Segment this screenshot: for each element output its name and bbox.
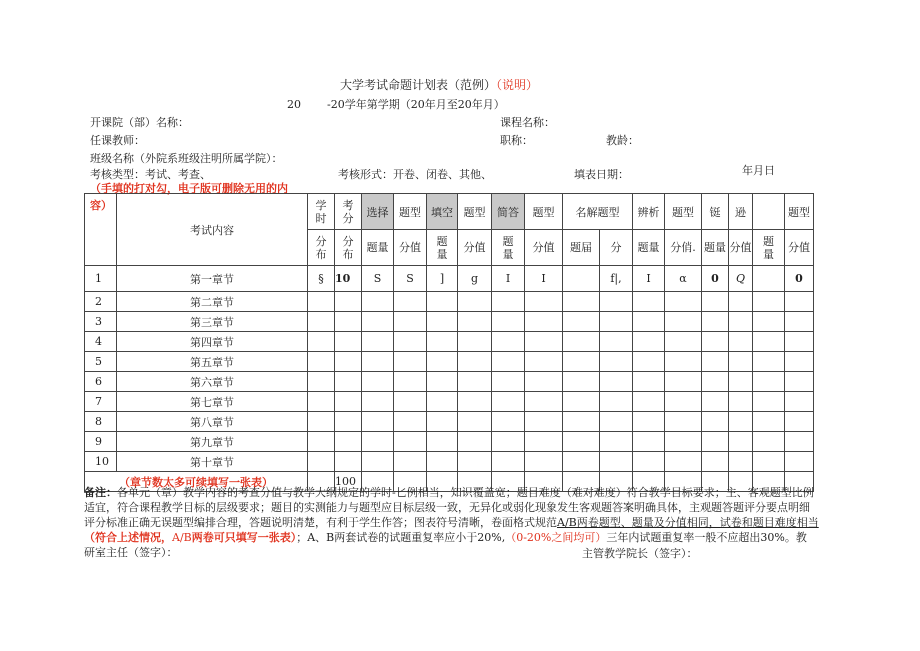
term-line: 20 -20学年第学期（20年月至20年月） (287, 98, 505, 111)
header-content: 考试内容 (117, 194, 308, 266)
type-short: 简答 (492, 194, 525, 230)
table-row: 10 第十章节 (85, 452, 814, 472)
table-row: 9 第九章节 (85, 432, 814, 452)
table-header-row: 考试内容 学 时 考 分 选择 题型 填空 题型 简答 题型 名解题型 辨析 题型 铤 逊 题型 (85, 194, 814, 230)
table-row: 7 第七章节 (85, 392, 814, 412)
table-subheader-row: 分 布 分 布 题量 分值 题 量 分值 题 量 分值 题届 分 题量 分俏. 题量 分值 题 量 分值 (85, 230, 814, 266)
title-note: （说明） (496, 78, 539, 92)
header-kaofen: 考 分 (335, 194, 362, 230)
type-define: 名解题型 (563, 194, 633, 230)
notes-line-4: （符合上述情况，A/B两卷可只填写一张表）；A、B两套试卷的试题重复率应小于20%,（0-20%之间均可）三年内试题重复率一般不应超出30%。教 (84, 531, 807, 544)
exam-form-field: 考核形式：开卷、闭卷、其他、 (338, 168, 492, 181)
course-field: 课程名称： (500, 116, 555, 129)
footer-total: 100 (335, 472, 362, 492)
table-row: 8 第八章节 (85, 412, 814, 432)
table-row: 1 第一章节 § 10 S S ] g I I f|, I α 0 Q 0 (85, 266, 814, 292)
table-row: 6 第六章节 (85, 372, 814, 392)
type-analyze: 辨析 (633, 194, 665, 230)
date-value: 年月日 (742, 164, 775, 177)
exam-type-field: 考核类型：考试、考查、 (90, 168, 211, 181)
notes-line-5 (84, 545, 824, 560)
table-row: 2 第二章节 (85, 292, 814, 312)
header-xueshi: 学 时 (308, 194, 335, 230)
type-six: 铤 (702, 194, 729, 230)
dept-field: 开课院（部）名称： (90, 116, 189, 129)
type-seven: 题型 (785, 194, 814, 230)
page-title: 大学考试命题计划表（范例）（说明） (340, 78, 539, 92)
type-choice: 选择 (362, 194, 394, 230)
table-row: 5 第五章节 (85, 352, 814, 372)
dean-signature: 主管教学院长（签字）： (582, 547, 698, 560)
notes-label: 备注： (84, 486, 117, 499)
table-row: 4 第四章节 (85, 332, 814, 352)
director-signature: 研室主任（签字）： (84, 546, 178, 559)
exam-plan-table (84, 193, 814, 492)
fill-date-field: 填表日期： (574, 168, 629, 181)
type-fill: 填空 (427, 194, 458, 230)
notes-line-1: 备注：各单元（章）教学内容的考查分值与教学大纲规定的学时-匕例相当，知识覆盖宽；题目难度（难对难度）符合教学目标要求；主、客观题型比例 (84, 486, 814, 499)
notes-line-2: 适宜，符合课程教学目标的层级要求；题目的实测能力与题型应目标层级一致，无异化或弱化现象发生客观题答案明确具体，主观题答题评分要点明细 (84, 501, 810, 514)
red-hint-cont: 容） (90, 199, 112, 212)
teacher-field: 任课教师： (90, 134, 145, 147)
age-field: 教龄： (606, 134, 639, 147)
footer-hint: （章节数太多可续填写一张表） (85, 472, 308, 492)
red-hint: （手填的打对勾，电子版可删除无用的内 (90, 182, 288, 195)
class-field: 班级名称（外院系班级注明所属学院）： (90, 152, 283, 165)
notes-line-3: 评分标准正确无误题型编排合理，答题说明清楚，有利于学生作答；图表符号清晰，卷面格式规范A/B两卷题型、题量及分值相同，试卷和题目难度相当 (84, 516, 819, 529)
title-field: 职称： (500, 134, 533, 147)
table-row: 3 第三章节 (85, 312, 814, 332)
